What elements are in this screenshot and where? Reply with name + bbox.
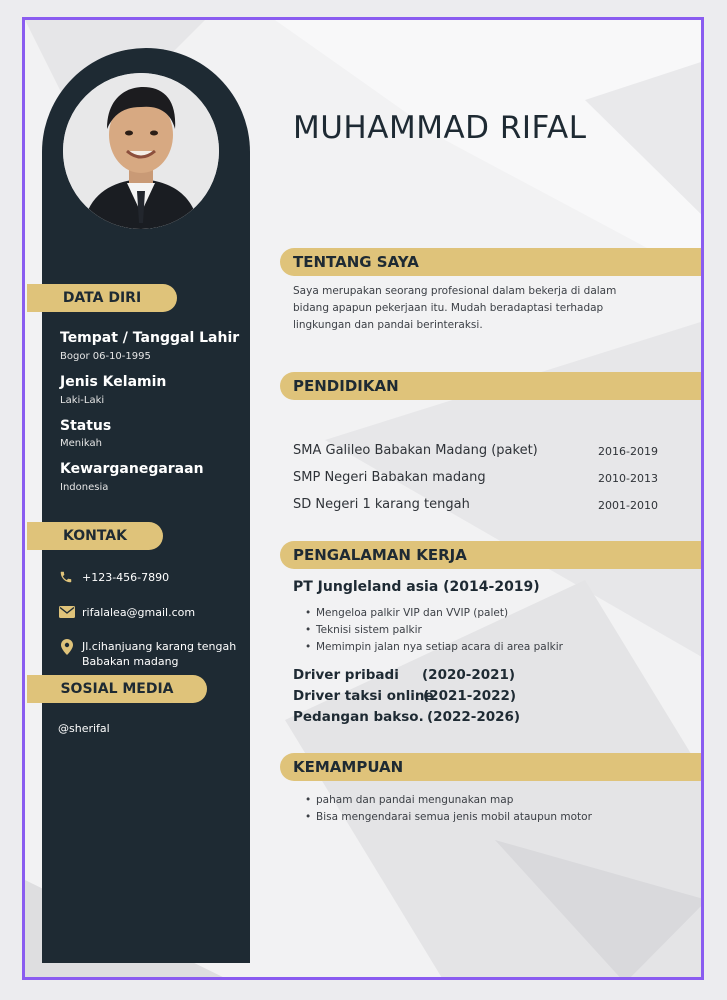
school-years: 2010-2013 [598,472,658,485]
gender-label: Jenis Kelamin [60,374,167,390]
job-title: Pedangan bakso. [293,709,424,725]
school-name: SMA Galileo Babakan Madang (paket) [293,443,538,458]
profile-photo [63,73,219,229]
dob-label: Tempat / Tanggal Lahir [60,330,240,346]
main-job-title: PT Jungleland asia (2014-2019) [293,579,540,595]
list-item: • paham dan pandai mengunakan map [305,792,592,809]
resume-page [22,17,704,980]
about-text [293,283,688,334]
school-name: SMP Negeri Babakan madang [293,470,486,485]
status-value: Menikah [60,438,102,449]
job-title: Driver taksi online [293,688,434,704]
school-years: 2001-2010 [598,499,658,512]
heading-kontak: KONTAK [27,522,163,550]
school-years: 2016-2019 [598,445,658,458]
nationality-label: Kewarganegaraan [60,461,204,477]
email-text: rifalalea@gmail.com [82,606,196,619]
heading-data-diri: DATA DIRI [27,284,177,312]
phone-text: +123-456-7890 [82,571,170,584]
skills-list [305,792,592,826]
about-line: Saya merupakan seorang profesional dalam bekerja di dalam [293,285,617,297]
education-row [293,470,693,485]
list-item: • Bisa mengendarai semua jenis mobil ataupun motor [305,809,592,826]
job-duties-list [305,605,563,656]
education-row [293,497,693,512]
dob-value: Bogor 06-10-1995 [60,351,151,362]
social-handle: @sherifal [58,722,110,735]
status-label: Status [60,418,112,434]
about-line: bidang apapun pekerjaan itu. Mudah beradaptasi terhadap [293,302,604,314]
list-item: • Mengeloa palkir VIP dan VVIP (palet) [305,605,563,622]
heading-kemampuan: KEMAMPUAN [280,753,702,781]
about-line: lingkungan dan pandai berinteraksi. [293,319,483,331]
heading-pendidikan: PENDIDIKAN [280,372,702,400]
nationality-value: Indonesia [60,482,109,493]
mail-icon [59,606,75,618]
school-name: SD Negeri 1 karang tengah [293,497,470,512]
heading-pengalaman-kerja: PENGALAMAN KERJA [280,541,702,569]
heading-tentang-saya: TENTANG SAYA [280,248,702,276]
education-row [293,443,693,458]
job-period: (2022-2026) [427,709,521,725]
list-item: • Memimpin jalan nya setiap acara di area palkir [305,639,563,656]
list-item: • Teknisi sistem palkir [305,622,563,639]
heading-sosial-media: SOSIAL MEDIA [27,675,207,703]
gender-value: Laki-Laki [60,395,105,406]
address-text [82,639,236,669]
address-line-2: Babakan madang [82,655,179,668]
person-name: MUHAMMAD RIFAL [293,110,587,146]
job-title: Driver pribadi [293,667,399,683]
job-period: (2020-2021) [422,667,516,683]
location-pin-icon [61,639,73,655]
address-line-1: Jl.cihanjuang karang tengah [82,640,237,653]
job-period: (2021-2022) [423,688,517,704]
phone-icon [59,570,73,584]
